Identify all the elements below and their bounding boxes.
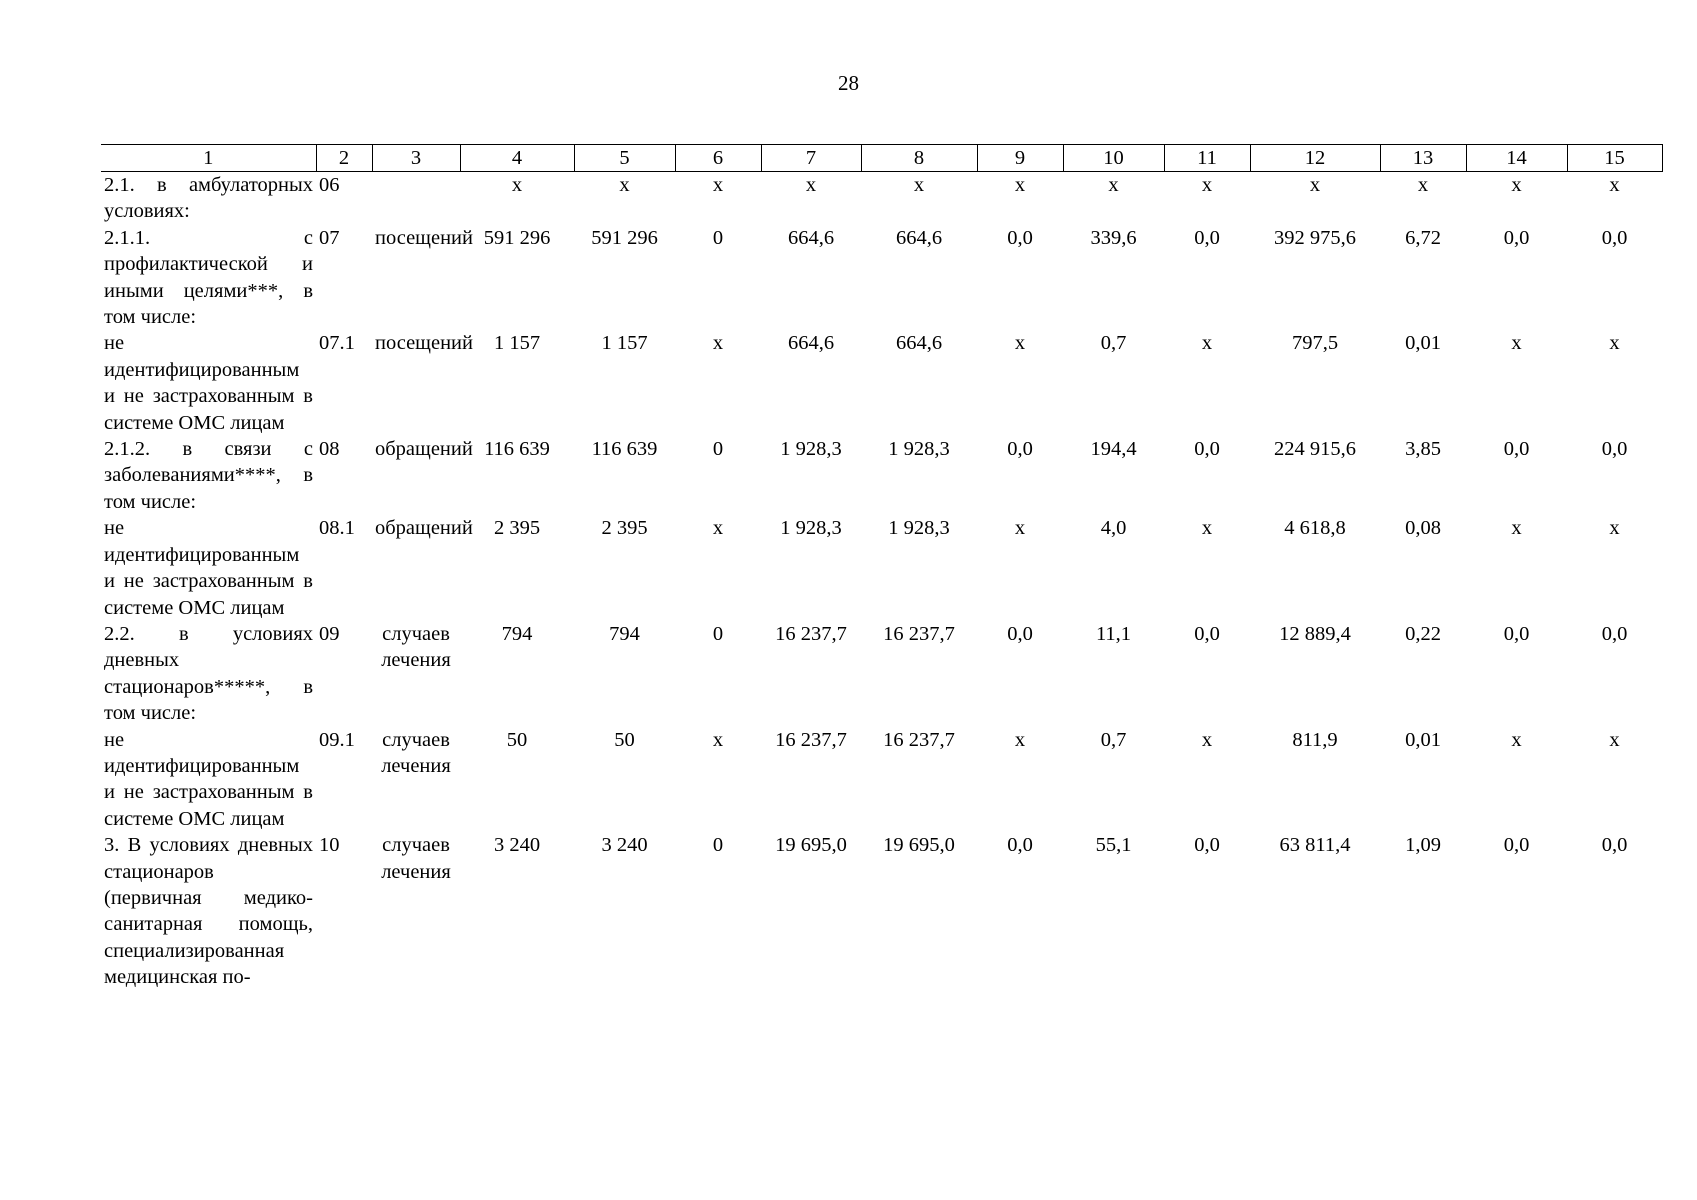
column-header-4: 4 (460, 145, 574, 172)
cell-col-9: х (1014, 174, 1026, 196)
cell-col-12: х (1309, 174, 1321, 196)
page-number: 28 (838, 71, 859, 95)
table-row (101, 832, 1662, 990)
table-row (101, 172, 1662, 225)
cell-col-12: 811,9 (1292, 728, 1338, 751)
row-unit: случаев лечения (381, 728, 451, 777)
cell-col-15: х (1609, 517, 1620, 540)
row-unit: случаев лечения (381, 622, 451, 672)
row-code: 08.1 (319, 517, 355, 540)
cell-col-11: х (1201, 332, 1213, 355)
table-row (101, 225, 1662, 331)
data-table (101, 144, 1663, 991)
cell-col-5: 50 (614, 728, 635, 751)
cell-col-8: 1 928,3 (888, 438, 950, 461)
cell-col-4: 50 (506, 728, 528, 751)
cell-col-5: 116 639 (591, 438, 658, 461)
column-header-8: 8 (861, 145, 977, 172)
row-label: 2.2. в условиях дневных стационаров*****, в том числе: (104, 622, 313, 725)
cell-col-13: 0,01 (1405, 728, 1441, 751)
cell-col-4: 794 (501, 622, 533, 645)
column-header-3: 3 (372, 145, 460, 172)
cell-col-7: 664,6 (787, 332, 835, 355)
column-header-15: 15 (1567, 145, 1662, 172)
row-code: 09 (319, 622, 340, 645)
cell-col-6: 0 (712, 622, 724, 645)
cell-col-6: х (712, 174, 724, 196)
row-label: не идентифицированным и не застрахованным в системе ОМС лицам (104, 517, 313, 619)
cell-col-4: 591 296 (483, 226, 551, 249)
cell-col-10: 11,1 (1095, 622, 1132, 645)
cell-col-8: 16 237,7 (883, 728, 955, 751)
cell-col-7: 1 928,3 (780, 438, 842, 461)
cell-col-14: 0,0 (1503, 438, 1530, 461)
row-unit: посещений (375, 332, 473, 355)
cell-col-14: х (1511, 174, 1522, 196)
cell-col-9: х (1014, 332, 1026, 355)
column-header-5: 5 (574, 145, 675, 172)
cell-col-6: х (712, 517, 724, 540)
cell-col-13: 0,22 (1405, 622, 1441, 645)
cell-col-8: 664,6 (895, 332, 943, 355)
row-label: 2.1. в амбулаторных условиях: (104, 174, 313, 223)
cell-col-10: х (1108, 174, 1119, 196)
column-header-11: 11 (1164, 145, 1250, 172)
row-code: 08 (319, 438, 340, 461)
row-label: 2.1.1. с профилактической и иными целями***, в том числе: (104, 226, 313, 329)
cell-col-5: 3 240 (601, 834, 648, 857)
row-label: 2.1.2. в связи с заболеваниями****, в том числе: (104, 438, 313, 513)
cell-col-8: 16 237,7 (883, 622, 955, 645)
cell-col-6: х (712, 332, 724, 355)
cell-col-11: х (1201, 174, 1213, 196)
table-row (101, 515, 1662, 621)
cell-col-6: 0 (712, 834, 724, 857)
cell-col-4: 2 395 (493, 517, 541, 540)
cell-col-8: 664,6 (895, 226, 943, 249)
row-label: не идентифицированным и не застрахованным в системе ОМС лицам (104, 728, 313, 830)
table-body (101, 172, 1662, 991)
cell-col-4: 1 157 (493, 332, 541, 355)
cell-col-12: 797,5 (1291, 332, 1339, 355)
column-header-7: 7 (761, 145, 861, 172)
row-code: 10 (319, 834, 340, 857)
row-unit: обращений (375, 517, 473, 540)
cell-col-15: 0,0 (1601, 438, 1628, 461)
cell-col-5: 2 395 (601, 517, 648, 540)
cell-col-4: 116 639 (484, 438, 550, 461)
cell-col-13: 0,01 (1405, 332, 1441, 355)
cell-col-13: 6,72 (1405, 226, 1441, 249)
cell-col-13: 3,85 (1405, 438, 1441, 461)
cell-col-11: 0,0 (1194, 622, 1220, 645)
cell-col-7: 16 237,7 (775, 622, 847, 645)
cell-col-12: 224 915,6 (1274, 438, 1356, 461)
cell-col-10: 4,0 (1100, 517, 1127, 540)
cell-col-10: 339,6 (1090, 226, 1137, 249)
cell-col-11: 0,0 (1194, 226, 1220, 249)
cell-col-10: 0,7 (1100, 728, 1127, 751)
cell-col-15: 0,0 (1601, 622, 1628, 645)
cell-col-14: 0,0 (1503, 622, 1530, 645)
cell-col-14: х (1511, 332, 1522, 355)
row-label: не идентифицированным и не застрахованным в системе ОМС лицам (104, 332, 313, 434)
cell-col-12: 4 618,8 (1284, 517, 1346, 540)
cell-col-8: 19 695,0 (883, 834, 955, 857)
cell-col-11: 0,0 (1194, 834, 1220, 857)
cell-col-14: х (1511, 728, 1522, 751)
table-header (101, 145, 1662, 172)
column-header-9: 9 (977, 145, 1063, 172)
cell-col-15: 0,0 (1601, 834, 1628, 857)
table-row (101, 436, 1662, 515)
cell-col-5: 794 (609, 622, 640, 645)
cell-col-7: х (805, 174, 817, 196)
cell-col-14: 0,0 (1503, 834, 1530, 857)
table-row (101, 330, 1662, 436)
cell-col-10: 55,1 (1095, 834, 1132, 857)
row-code: 06 (319, 174, 340, 196)
row-unit: случаев лечения (381, 834, 451, 883)
cell-col-13: 0,08 (1405, 517, 1441, 540)
cell-col-4: 3 240 (493, 834, 541, 857)
cell-col-15: х (1609, 728, 1620, 751)
cell-col-8: х (913, 174, 925, 196)
cell-col-6: 0 (712, 226, 724, 249)
column-header-12: 12 (1250, 145, 1380, 172)
column-header-14: 14 (1466, 145, 1567, 172)
cell-col-15: 0,0 (1601, 226, 1628, 249)
row-unit (372, 172, 460, 225)
cell-col-9: х (1014, 728, 1026, 751)
column-header-2: 2 (316, 145, 372, 172)
cell-col-9: 0,0 (1007, 226, 1033, 249)
cell-col-7: 19 695,0 (775, 834, 847, 857)
cell-col-4: х (511, 174, 523, 196)
table-row (101, 621, 1662, 727)
cell-col-15: х (1609, 332, 1620, 355)
cell-col-14: 0,0 (1503, 226, 1530, 249)
column-header-13: 13 (1380, 145, 1466, 172)
row-label: 3. В условиях дневных стационаров (первичная медико-санитарная помощь, специализированная медицинская по- (104, 834, 313, 989)
cell-col-12: 392 975,6 (1274, 226, 1356, 249)
cell-col-14: х (1511, 517, 1522, 540)
cell-col-12: 63 811,4 (1279, 834, 1351, 857)
cell-col-13: 1,09 (1405, 834, 1441, 857)
cell-col-13: х (1417, 174, 1429, 196)
cell-col-10: 194,4 (1090, 438, 1137, 461)
cell-col-5: 1 157 (601, 332, 648, 355)
cell-col-15: х (1609, 174, 1620, 196)
cell-col-11: 0,0 (1194, 438, 1220, 461)
cell-col-9: 0,0 (1007, 834, 1033, 857)
cell-col-11: х (1201, 728, 1213, 751)
table-row (101, 727, 1662, 833)
cell-col-6: 0 (712, 438, 724, 461)
row-unit: обращений (375, 438, 473, 461)
row-unit: посещений (375, 226, 473, 249)
row-code: 07 (319, 226, 340, 249)
cell-col-12: 12 889,4 (1279, 622, 1351, 645)
cell-col-8: 1 928,3 (888, 517, 950, 540)
cell-col-11: х (1201, 517, 1213, 540)
cell-col-6: х (712, 728, 724, 751)
cell-col-7: 664,6 (787, 226, 835, 249)
header-row (101, 145, 1662, 172)
cell-col-7: 16 237,7 (775, 728, 847, 751)
row-code: 07.1 (319, 332, 355, 355)
cell-col-5: х (619, 174, 630, 196)
cell-col-7: 1 928,3 (780, 517, 842, 540)
cell-col-9: 0,0 (1007, 622, 1033, 645)
cell-col-9: 0,0 (1007, 438, 1033, 461)
cell-col-9: х (1014, 517, 1026, 540)
column-header-1: 1 (101, 145, 316, 172)
column-header-10: 10 (1063, 145, 1164, 172)
row-code: 09.1 (319, 728, 355, 751)
cell-col-10: 0,7 (1100, 332, 1127, 355)
column-header-6: 6 (675, 145, 761, 172)
cell-col-5: 591 296 (591, 226, 658, 249)
